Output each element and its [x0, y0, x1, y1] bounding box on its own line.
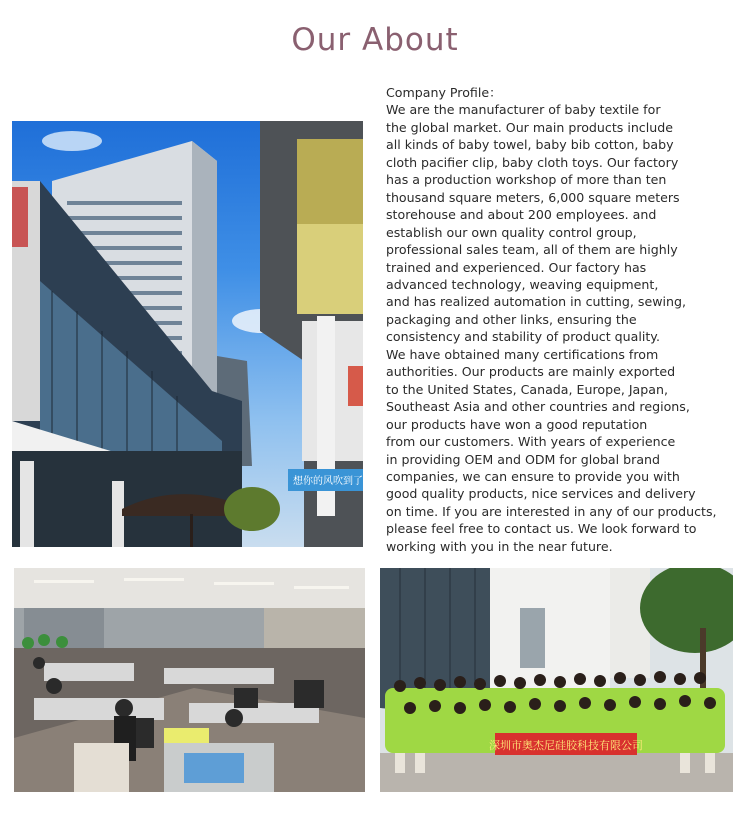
- page-title: Our About: [291, 22, 459, 58]
- profile-line: companies, we can ensure to provide you with: [386, 468, 680, 484]
- profile-line: our products have won a good reputation: [386, 416, 648, 432]
- team-group-photo: [380, 568, 733, 792]
- profile-line: in providing OEM and ODM for global brand: [386, 451, 661, 467]
- profile-line: good quality products, nice services and delivery: [386, 486, 696, 502]
- profile-line: Southeast Asia and other countries and regions,: [386, 399, 690, 415]
- profile-line: please feel free to contact us. We look forward to: [386, 521, 697, 537]
- profile-line: all kinds of baby towel, baby bib cotton, baby: [386, 137, 674, 153]
- profile-line: advanced technology, weaving equipment,: [386, 276, 659, 292]
- office-interior-photo: [14, 568, 365, 792]
- profile-line: packaging and other links, ensuring the: [386, 311, 637, 327]
- company-profile: [386, 84, 741, 555]
- profile-line: has a production workshop of more than ten: [386, 172, 667, 188]
- profile-line: on time. If you are interested in any of our products,: [386, 503, 717, 519]
- profile-line: trained and experienced. Our factory has: [386, 259, 647, 275]
- profile-line: the global market. Our main products include: [386, 119, 673, 135]
- office-building-photo: [12, 121, 363, 547]
- profile-line: and has realized automation in cutting, sewing,: [386, 294, 686, 310]
- profile-heading: Company Profile：: [386, 85, 502, 100]
- profile-line: consistency and stability of product quality.: [386, 329, 660, 345]
- profile-line: storehouse and about 200 employees. and: [386, 207, 657, 223]
- profile-line: thousand square meters, 6,000 square meters: [386, 189, 680, 205]
- profile-line: cloth pacifier clip, baby cloth toys. Our factory: [386, 154, 679, 170]
- profile-line: authorities. Our products are mainly exported: [386, 364, 676, 380]
- company-banner-text: 深圳市奥杰尼硅胶科技有限公司: [489, 739, 643, 752]
- profile-line: working with you in the near future.: [386, 538, 613, 554]
- profile-line: professional sales team, all of them are highly: [386, 242, 678, 258]
- profile-line: We are the manufacturer of baby textile for: [386, 102, 661, 118]
- profile-line: from our customers. With years of experience: [386, 434, 676, 450]
- profile-line: to the United States, Canada, Europe, Japan,: [386, 381, 668, 397]
- building-sign-text: 想你的风吹到了: [293, 476, 363, 487]
- profile-line: establish our own quality control group,: [386, 224, 637, 240]
- profile-line: We have obtained many certifications from: [386, 346, 659, 362]
